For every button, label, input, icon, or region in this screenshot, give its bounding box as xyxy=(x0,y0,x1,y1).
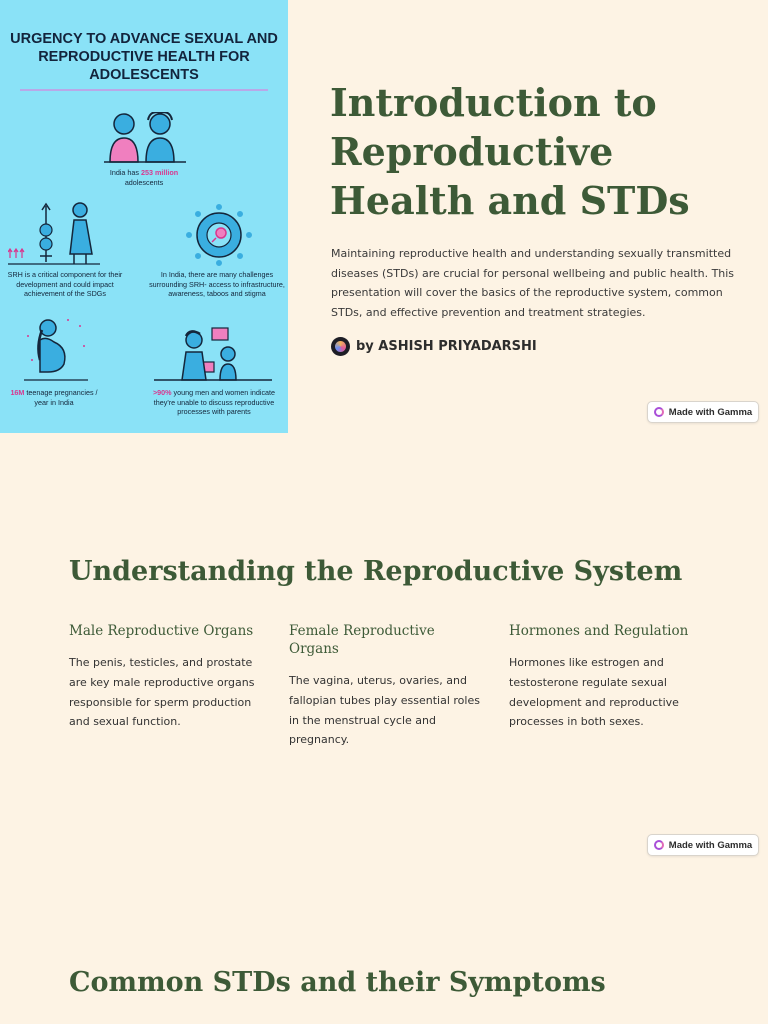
stat-adolescents-post: adolescents xyxy=(124,177,164,187)
stat-adolescents-pre: India has xyxy=(109,168,141,177)
stat-discuss-parents-highlight: >90% xyxy=(152,388,172,397)
parent-child-conversation-icon xyxy=(154,326,272,382)
gamma-logo-icon xyxy=(654,840,664,850)
intro-paragraph: Maintaining reproductive health and understanding sexually transmitted diseases (STDs) are crucial for personal wellbeing and public health. This presentation will cover the basics of the reproductive system, common STDs, and effective prevention and treatment strategies. xyxy=(331,247,735,319)
slide-title: Introduction to Reproductive Health and STDs xyxy=(330,80,690,223)
column-hormones xyxy=(509,622,689,732)
gender-symbols-icon xyxy=(8,202,100,266)
column-body: The penis, testicles, and prostate are key male reproductive organs responsible for sperm production and sexual function. xyxy=(69,656,255,729)
stat-teen-pregnancies-highlight: 16M xyxy=(10,388,25,397)
made-with-gamma-label: Made with Gamma xyxy=(668,406,753,418)
stat-srh-critical: SRH is a critical component for their development and could impact achievement of the SDGs xyxy=(7,270,123,298)
made-with-gamma-button[interactable] xyxy=(647,401,759,423)
author-avatar xyxy=(331,337,350,356)
stat-srh-challenges: In India, there are many challenges surrounding SRH- access to infrastructure, awareness, taboos and stigma xyxy=(149,270,285,298)
column-male-organs xyxy=(69,622,259,732)
column-body: Hormones like estrogen and testosterone regulate sexual development and reproductive processes in both sexes. xyxy=(509,656,679,729)
pregnancy-icon xyxy=(24,316,88,382)
adolescents-icon xyxy=(104,112,186,164)
stat-adolescents xyxy=(94,168,194,187)
infographic-title: URGENCY TO ADVANCE SEXUAL AND REPRODUCTIVE HEALTH FOR ADOLESCENTS xyxy=(10,31,278,83)
section-title-common-stds: Common STDs and their Symptoms xyxy=(69,967,606,998)
author-name: by ASHISH PRIYADARSHI xyxy=(356,338,537,354)
column-heading: Hormones and Regulation xyxy=(509,623,689,639)
column-heading: Male Reproductive Organs xyxy=(69,623,254,639)
author-row xyxy=(331,336,537,356)
section-title-reproductive-system: Understanding the Reproductive System xyxy=(69,556,683,587)
stat-adolescents-highlight: 253 million xyxy=(141,168,179,177)
column-heading: Female Reproductive Organs xyxy=(289,623,435,657)
infographic-image xyxy=(0,0,288,433)
gamma-logo-icon xyxy=(654,407,664,417)
infographic-divider xyxy=(20,89,268,91)
stat-discuss-parents xyxy=(148,388,280,417)
virus-icon xyxy=(186,204,252,266)
column-body: The vagina, uterus, ovaries, and fallopian tubes play essential roles in the menstrual cycle and pregnancy. xyxy=(289,674,480,747)
stat-teen-pregnancies xyxy=(4,388,104,407)
stat-teen-pregnancies-text: teenage pregnancies / year in India xyxy=(24,388,98,407)
column-female-organs xyxy=(289,622,485,750)
stat-discuss-parents-text: young men and women indicate they're unable to discuss reproductive processes with parents xyxy=(153,388,276,416)
slide-introduction xyxy=(0,0,768,433)
made-with-gamma-button[interactable] xyxy=(647,834,759,856)
made-with-gamma-label: Made with Gamma xyxy=(668,839,753,851)
